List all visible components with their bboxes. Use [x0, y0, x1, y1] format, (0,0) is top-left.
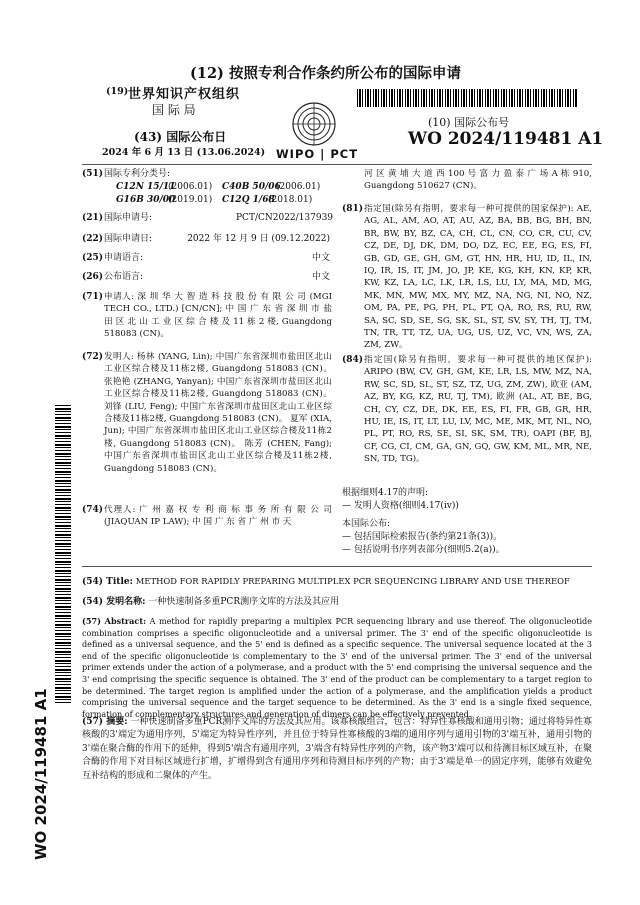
- pub-lang-label: 公布语言:: [104, 272, 144, 282]
- wipo-pct-label: WIPO | PCT: [276, 147, 359, 161]
- filing-lang-code: (25): [82, 253, 104, 263]
- agent-text: 代理人: 广 州 嘉 权 专 利 商 标 事 务 所 有 限 公 司 (JIAQUAN IP LAW); 中 国 广 东 省 广 州 市 天: [104, 505, 332, 528]
- published-title: 本国际公布:: [342, 519, 391, 529]
- published-item-1: — 包括国际检索报告(条约第21条(3))。: [342, 532, 503, 542]
- side-pub-number: WO 2024/119481 A1: [32, 688, 50, 860]
- ipc-label: 国际专利分类号:: [104, 169, 171, 179]
- abstract-en: [82, 616, 592, 720]
- filing-lang-value: 中文: [311, 253, 330, 263]
- org-code: (19): [106, 86, 129, 97]
- ipc-d4: (2018.01): [268, 195, 313, 205]
- agent-code: (74): [82, 505, 104, 515]
- pub-date-value: 2024 年 6 月 13 日 (13.06.2024): [102, 147, 266, 158]
- abstract-en-text: A method for rapidly preparing a multiplex PCR sequencing library and use thereof. The oligonucleotide combination comprises a specific oligonucleotide and a universal primer. The 3' end of the specific oligonucleotide is defined as a universal sequence, and the 5' end is defined as a specific sequence. The universal sequence located at the 3 end of the specific oligonucleotide is complementary to the 3' end of the universal primer. The 3' end of the universal primer extends under the action of a polymerase, and a product with the 5' end comprising the universal sequence and the 3' end comprising the specific sequence is obtained. The 3' end of the product can be complementary to a target region to be determined. The target region is amplified under the action of a polymerase, and the amplification yields a product comprising the universal sequence and the target sequence to be determined. As the 3' end is a single fixed sequence, formation of complementary structures and generation of dimers can be effectively prevented.: [82, 616, 593, 719]
- title-en-text: METHOD FOR RAPIDLY PREPARING MULTIPLEX PCR SEQUENCING LIBRARY AND USE THEREOF: [135, 576, 570, 586]
- org-name: 世界知识产权组织: [128, 87, 241, 102]
- ipc-d3: (2019.01): [168, 195, 213, 205]
- ipc-d2: (2006.01): [276, 182, 321, 192]
- states-84-text: 指定国(除另有指明，要求每一种可提供的地区保护): ARIPO (BW, CV, GH, GM, KE, LR, LS, MW, MZ, NA, RW, SC, SD, SL, ST, SZ, TZ, UG, ZM, ZW), 欧亚 (AM, AZ, BY, KG, KZ, RU, TJ, TM), 欧洲 (AL, AT, BE, BG, CH, CY, CZ, DE, DK, EE, ES, FI, FR, GB, GR, HR, HU, IE, IS, IT, LT, LU, LV, MC, ME, MK, MT, NL, NO, PL, PT, RO, RS, SE, SI, SK, SM, TR), OAPI (BF, BJ, CF, CG, CI, CM, GA, GN, GQ, GW, KM, ML, MR, NE, SN, TD, TG)。: [364, 355, 592, 465]
- wipo-logo-icon: [290, 100, 338, 148]
- abstract-en-code: (57) Abstract:: [82, 616, 147, 626]
- title-zh-code: (54) 发明名称:: [82, 597, 146, 607]
- states-81-text: 指定国(除另有指明，要求每一种可提供的国家保护): AE, AG, AL, AM, AO, AT, AU, AZ, BA, BB, BG, BH, BN, BR, BW, BY, BZ, CA, CH, CL, CN, CO, CR, CU, CV, CZ, DE, DJ, DK, DM, DO, DZ, EC, EE, EG, ES, FI, GB, GD, GE, GH, GM, GT, HN, HR, HU, ID, IL, IN, IQ, IR, IS, IT, JM, JO, JP, KE, KG, KH, KN, KP, KR, KW, KZ, LA, LC, LK, LR, LS, LU, LY, MA, MD, MG, MK, MN, MW, MX, MY, MZ, NA, NG, NI, NO, NZ, OM, PA, PE, PG, PH, PL, PT, QA, RO, RS, RU, RW, SA, SC, SD, SE, SG, SK, SL, ST, SV, SY, TH, TJ, TM, TN, TR, TT, TZ, UA, UG, US, UZ, VC, VN, WS, ZA, ZM, ZW。: [364, 204, 592, 351]
- states-84-code: (84): [342, 355, 364, 365]
- barcode-top: [357, 89, 577, 107]
- declaration-title: 根据细则4.17的声明:: [342, 488, 429, 498]
- filing-date-code: (22): [82, 234, 104, 244]
- filing-date-value: 2022 年 12 月 9 日 (09.12.2022): [187, 234, 330, 244]
- inventors-code: (72): [82, 352, 104, 362]
- app-number-code: (21): [82, 213, 104, 223]
- filing-lang-label: 申请语言:: [104, 253, 144, 263]
- ipc-c4: C12Q 1/68: [222, 195, 275, 205]
- org-sub: 国 际 局: [152, 103, 196, 117]
- filing-date-label: 国际申请日:: [104, 234, 153, 244]
- pub-lang-value: 中文: [311, 272, 330, 282]
- pub-date-label: (43) 国际公布日: [134, 130, 227, 144]
- barcode-side: [55, 405, 71, 705]
- states-81-code: (81): [342, 204, 364, 214]
- ipc-c2: C40B 50/06: [222, 182, 281, 192]
- app-number-value: PCT/CN2022/137939: [236, 213, 334, 223]
- divider-top: [82, 164, 592, 165]
- applicant-text: 申请人: 深 圳 华 大 智 造 科 技 股 份 有 限 公 司 (MGI TECH CO., LTD.) [CN/CN]; 中 国 广 东 省 深 圳 市 盐 田 区 北 山 工 业 区 综 合 楼 及 11 栋 2 楼, Guangdong 518083 (CN)。: [104, 292, 332, 340]
- declaration-item: — 发明人资格(细则4.17(iv)): [342, 501, 459, 511]
- abstract-zh-text: 一种快速制备多重PCR测序文库的方法及其应用。该寡核酸组合，包含：特异性寡核酸和通用引物；通过将特异性寡核酸的3'端定为通用序列，5'端定为特异性序列，并且位于特异性寡核酸的3端的通用序列与通用引物的3'端互补，通用引物的3'端在聚合酶的作用下的延伸，得到5'端含有通用序列，3'端含有特异性序列的产物，该产物3'端可以和待测目标区域互补，在聚合酶的作用下对目标区域进行扩增，扩增得到含有通用序列和待测目标序列的产物；由于3'端是单一的固定序列，能够有效避免互补结构的形成和二聚体的产生。: [82, 717, 592, 781]
- ipc-d1: (2006.01): [168, 182, 213, 192]
- title-zh-text: 一种快速制备多重PCR测序文库的方法及其应用: [148, 597, 340, 607]
- agent-continued: 河 区 黄 埔 大 道 西 100 号 富 力 盈 泰 广 场 A 栋 910, Guangdong 510627 (CN)。: [364, 169, 592, 192]
- document-title: (12) 按照专利合作条约所公布的国际申请: [190, 65, 461, 82]
- app-number-label: 国际申请号:: [104, 213, 153, 223]
- pub-lang-code: (26): [82, 272, 104, 282]
- divider-bottom: [82, 566, 592, 567]
- published-item-2: — 包括说明书序列表部分(细则5.2(a))。: [342, 545, 505, 555]
- abstract-zh: [82, 716, 592, 783]
- ipc-c3: G16B 30/00: [116, 195, 176, 205]
- applicant-code: (71): [82, 292, 104, 302]
- inventors-text: 发明人: 杨林 (YANG, Lin); 中国广东省深圳市盐田区北山工业区综合楼及11栋2楼, Guangdong 518083 (CN)。 张艳艳 (ZHANG, Yanyan); 中国广东省深圳市盐田区北山工业区综合楼及11栋2楼, Guangdong 518083 (CN)。 刘锋 (LIU, Feng); 中国广东省深圳市盐田区北山工业区综合楼及11栋2楼, Guangdong 518083 (CN)。 夏军 (XIA, Jun); 中国广东省深圳市盐田区北山工业区综合楼及11栋2楼, Guangdong 518083 (CN)。 陈芳 (CHEN, Fang); 中国广东省深圳市盐田区北山工业区综合楼及11栋2楼, Guangdong 518083 (CN)。: [104, 352, 332, 474]
- title-en-code: (54) Title:: [82, 577, 133, 587]
- title-zh: [82, 596, 592, 610]
- pub-number-value: WO 2024/119481 A1: [408, 129, 604, 149]
- ipc-c1: C12N 15/11: [116, 182, 176, 192]
- pub-number-label: (10) 国际公布号: [428, 116, 510, 129]
- title-en: [82, 575, 592, 590]
- abstract-zh-code: (57) 摘要:: [82, 717, 128, 727]
- ipc-code: (51): [82, 169, 104, 179]
